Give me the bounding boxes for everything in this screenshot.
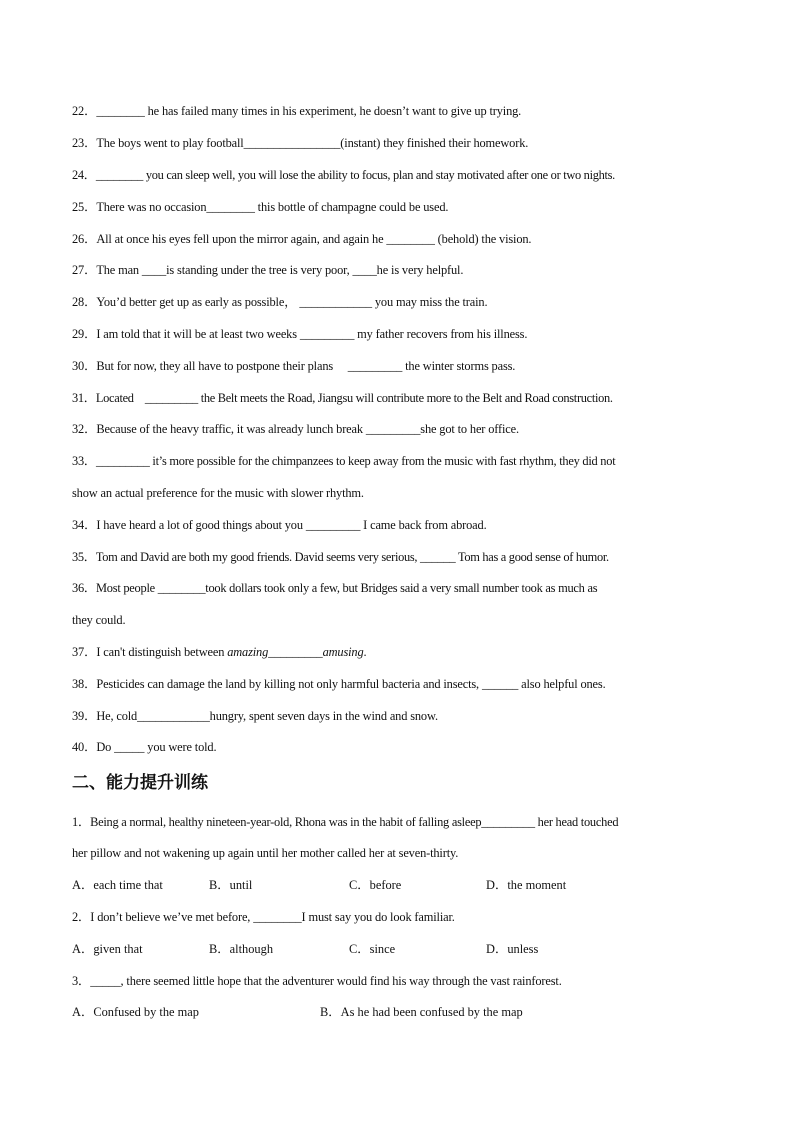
question-22: 22．________ he has failed many times in his experiment, he doesn’t want to give up trying. [72,104,522,118]
mcq-1-option-a: A．each time that [72,878,163,892]
mcq-2-option-b: B．although [209,942,274,956]
question-26: 26．All at once his eyes fell upon the mirror again, and again he ________ (behold) the vision. [72,232,532,246]
mcq-2-option-d: D．unless [486,942,539,956]
mcq-2-option-a: A．given that [72,942,143,956]
mcq-2-stem: 2．I don’t believe we’ve met before, ________I must say you do look familiar. [72,910,455,924]
mcq-2-option-c: C．since [349,942,396,956]
section-title: 二、能力提升训练 [72,773,208,793]
word-amusing: amusing [322,645,364,659]
mcq-3-option-b: B．As he had been confused by the map [320,1005,523,1019]
mcq-1-option-d: D．the moment [486,878,567,892]
mcq-3-option-a: A．Confused by the map [72,1005,199,1019]
question-36: 36．Most people ________took dollars took only a few, but Bridges said a very small number took as much as [72,581,598,595]
question-37-suffix: . [363,645,367,659]
question-27: 27．The man ____is standing under the tree is very poor, ____he is very helpful. [72,263,464,277]
question-35: 35．Tom and David are both my good friends. David seems very serious, ______ Tom has a good sense of humor. [72,550,609,564]
question-32: 32．Because of the heavy traffic, it was already lunch break _________she got to her office. [72,422,519,436]
mcq-1-option-c: C．before [349,878,402,892]
question-30: 30．But for now, they all have to postpone their plans _________ the winter storms pass. [72,359,516,373]
question-25: 25．There was no occasion________ this bottle of champagne could be used. [72,200,449,214]
question-33: 33．_________ it’s more possible for the chimpanzees to keep away from the music with fast rhythm, they did not [72,454,616,468]
question-23: 23．The boys went to play football________________(instant) they finished their homework. [72,136,529,150]
word-amazing: amazing [227,645,269,659]
mcq-1-option-b: B．until [209,878,253,892]
question-31: 31．Located _________ the Belt meets the Road, Jiangsu will contribute more to the Belt and Road construction. [72,391,613,405]
question-39: 39．He, cold____________hungry, spent seven days in the wind and snow. [72,709,438,723]
question-37 [72,644,732,660]
question-29: 29．I am told that it will be at least two weeks _________ my father recovers from his illness. [72,327,528,341]
mcq-3-stem: 3．_____, there seemed little hope that the adventurer would find his way through the vast rainforest. [72,974,562,988]
mcq-1-stem-continuation: her pillow and not wakening up again until her mother called her at seven-thirty. [72,846,459,860]
question-28: 28．You’d better get up as early as possible， ____________ you may miss the train. [72,295,488,309]
question-24: 24．________ you can sleep well, you will lose the ability to focus, plan and stay motivated after one or two nights. [72,168,615,182]
question-40: 40．Do _____ you were told. [72,740,217,754]
question-37-prefix: 37．I can't distinguish between [72,645,228,659]
question-34: 34．I have heard a lot of good things about you _________ I came back from abroad. [72,518,487,532]
question-38: 38．Pesticides can damage the land by killing not only harmful bacteria and insects, ______ also helpful ones. [72,677,606,691]
question-36-continuation: they could. [72,613,126,627]
mcq-1-stem: 1．Being a normal, healthy nineteen-year-old, Rhona was in the habit of falling asleep_________ her head touched [72,815,619,829]
question-33-continuation: show an actual preference for the music with slower rhythm. [72,486,364,500]
question-37-blank: _________ [268,645,323,659]
